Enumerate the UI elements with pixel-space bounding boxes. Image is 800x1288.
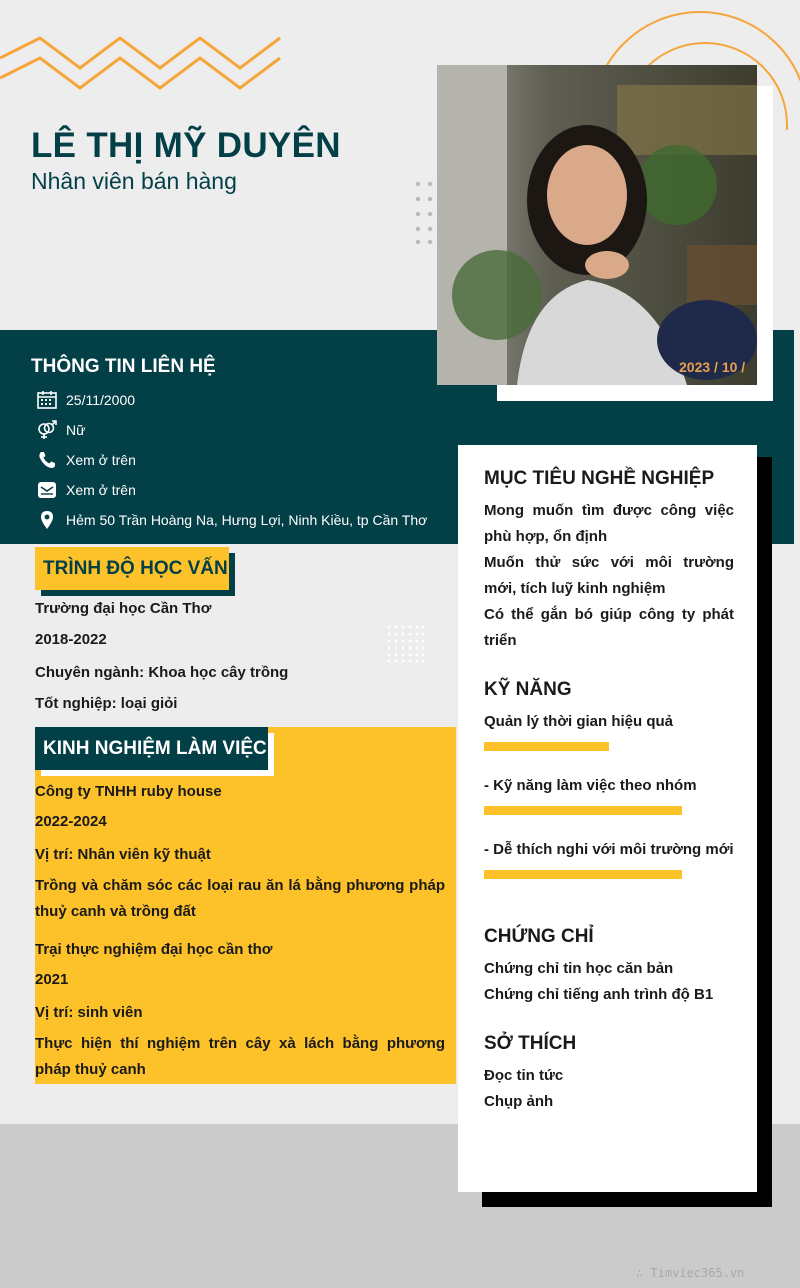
job-position: Vị trí: Nhân viên kỹ thuật [35, 846, 211, 863]
profile-photo [437, 65, 757, 385]
objective-line: Muốn thử sức với môi trường mới, tích luỹ kinh nghiệm [484, 554, 734, 597]
location-icon [36, 509, 58, 531]
skill-label: - Kỹ năng làm việc theo nhóm [484, 777, 697, 794]
skills-title: KỸ NĂNG [484, 679, 572, 700]
dot-grid-decoration [386, 624, 426, 664]
candidate-role: Nhân viên bán hàng [31, 168, 237, 194]
certificates-title: CHỨNG CHỈ [484, 926, 594, 947]
experience-title: KINH NGHIỆM LÀM VIỆC [35, 727, 268, 770]
contact-title: THÔNG TIN LIÊN HỆ [31, 356, 216, 377]
skill-bar [484, 742, 609, 751]
portrait-illustration [437, 65, 757, 385]
zigzag-decoration [0, 30, 300, 100]
job-years: 2021 [35, 971, 69, 988]
contact-text: Xem ở trên [66, 452, 136, 468]
dot-grid-decoration [412, 178, 436, 248]
contact-birthdate [36, 389, 135, 411]
job-description: Trồng và chăm sóc các loại rau ăn lá bằng phương pháp thuỷ canh và trồng đất [35, 877, 445, 920]
education-years: 2018-2022 [35, 631, 107, 648]
job-company: Trại thực nghiệm đại học cần thơ [35, 941, 273, 958]
skill-label: Quản lý thời gian hiệu quả [484, 713, 674, 730]
certificate-item: Chứng chỉ tin học căn bản [484, 960, 674, 977]
gender-icon [36, 419, 58, 441]
objective-line: Có thể gắn bó giúp công ty phát triển [484, 606, 734, 649]
job-position: Vị trí: sinh viên [35, 1004, 143, 1021]
contact-gender [36, 419, 85, 441]
watermark: ∴ Timviec365.vn [636, 1266, 745, 1280]
education-major: Chuyên ngành: Khoa học cây trồng [35, 664, 289, 681]
contact-text: 25/11/2000 [66, 392, 136, 408]
contact-phone [36, 449, 136, 471]
experience-heading [35, 727, 268, 770]
job-description: Thực hiện thí nghiệm trên cây xà lách bằng phương pháp thuỷ canh [35, 1035, 445, 1078]
phone-icon [36, 449, 58, 471]
education-grade: Tốt nghiệp: loại giỏi [35, 695, 178, 712]
hobbies-title: SỞ THÍCH [484, 1033, 577, 1054]
education-title: TRÌNH ĐỘ HỌC VẤN [35, 547, 229, 590]
skill-bar [484, 870, 682, 879]
email-icon [36, 479, 58, 501]
skill-bar [484, 806, 682, 815]
objective-line: Mong muốn tìm được công việc phù hợp, ổn định [484, 502, 734, 545]
contact-text: Hẻm 50 Trần Hoàng Na, Hưng Lợi, Ninh Kiều, tp Cần Thơ [66, 512, 428, 528]
education-heading [35, 547, 229, 590]
job-years: 2022-2024 [35, 813, 107, 830]
skill-label: - Dễ thích nghi với môi trường mới [484, 841, 734, 858]
certificate-item: Chứng chỉ tiếng anh trình độ B1 [484, 986, 714, 1003]
contact-email [36, 479, 136, 501]
contact-address [36, 509, 427, 531]
contact-text: Nữ [66, 422, 86, 438]
education-school: Trường đại học Cần Thơ [35, 600, 212, 617]
calendar-icon [36, 389, 58, 411]
objective-title: MỤC TIÊU NGHỀ NGHIỆP [484, 468, 715, 489]
contact-text: Xem ở trên [66, 482, 136, 498]
hobby-item: Đọc tin tức [484, 1067, 564, 1084]
candidate-name: LÊ THỊ MỸ DUYÊN [31, 126, 341, 165]
hobby-item: Chụp ảnh [484, 1093, 554, 1110]
job-company: Công ty TNHH ruby house [35, 783, 222, 800]
photo-date-stamp: 2023 / 10 / [679, 359, 746, 375]
